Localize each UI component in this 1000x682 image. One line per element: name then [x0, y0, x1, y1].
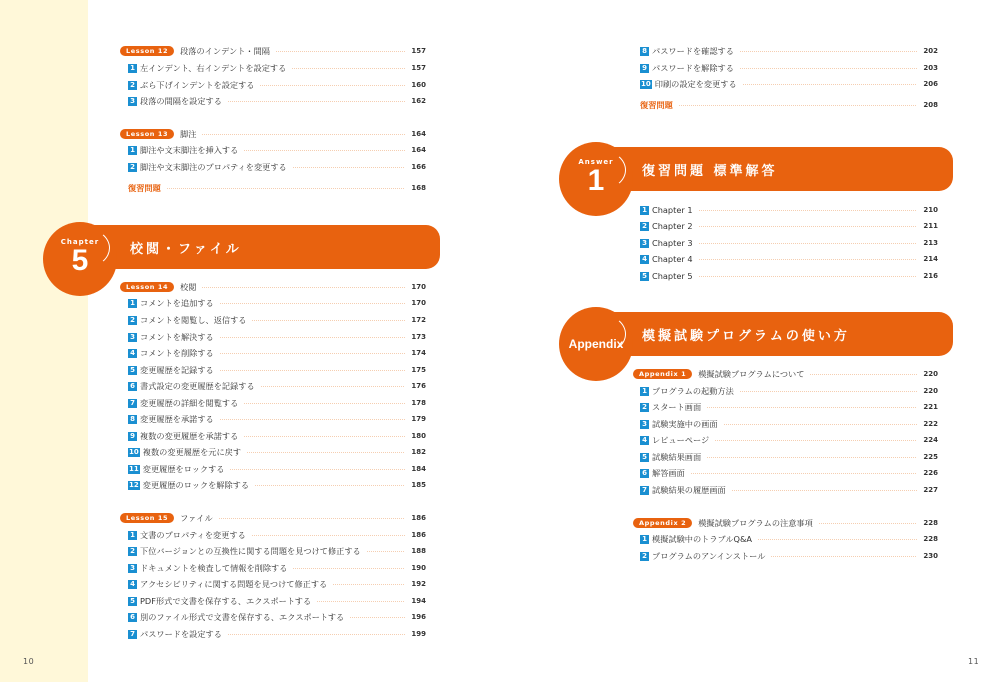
item-label: 複数の変更履歴を元に戻す [142, 446, 242, 457]
appendix-title: 模擬試験プログラムの使い方 [642, 328, 850, 344]
dot-leader [252, 535, 406, 536]
item-label: ぶら下げインデントを設定する [140, 79, 255, 90]
toc-item[interactable] [640, 384, 938, 398]
appendix-section-title: 模擬試験プログラムの注意事項 [698, 517, 813, 528]
toc-item[interactable] [640, 549, 938, 563]
badge-arc-decoration [576, 314, 626, 354]
lesson-title: 校閲 [180, 281, 197, 292]
item-number-badge: 6 [128, 613, 137, 622]
item-number-badge: 2 [640, 552, 649, 561]
toc-item[interactable] [128, 363, 426, 377]
page-number: 180 [411, 432, 426, 440]
toc-item[interactable] [640, 532, 938, 546]
item-label: 脚注や文末脚注を挿入する [140, 144, 239, 155]
dot-leader [715, 440, 917, 441]
page-number: 179 [411, 415, 426, 423]
toc-item[interactable] [640, 417, 938, 431]
page-number: 162 [411, 97, 426, 105]
item-number-badge: 5 [640, 272, 649, 281]
dot-leader [707, 457, 917, 458]
answer-label: Answer [578, 158, 614, 166]
item-number-badge: 5 [640, 453, 649, 462]
dot-leader [699, 226, 918, 227]
toc-item[interactable] [640, 450, 938, 464]
item-number-badge: 4 [640, 436, 649, 445]
item-label: 複数の変更履歴を承諾する [140, 430, 239, 441]
dot-leader [740, 51, 917, 52]
lesson-pill: Lesson 13 [120, 129, 174, 139]
item-label: コメントを解決する [140, 331, 214, 342]
item-label: 変更履歴を承諾する [140, 413, 214, 424]
item-number-badge: 2 [128, 316, 137, 325]
item-number-badge: 7 [128, 630, 137, 639]
badge-arc-decoration [60, 228, 110, 268]
item-label: パスワードを解除する [652, 62, 734, 73]
dot-leader [244, 436, 405, 437]
toc-item[interactable] [128, 528, 426, 542]
item-number-badge: 6 [640, 469, 649, 478]
item-number-badge: 4 [128, 349, 137, 358]
item-label: Chapter 3 [652, 238, 693, 248]
lesson-title: 脚注 [180, 128, 197, 139]
page-number: 221 [923, 403, 938, 411]
chapter-title: 校閲・ファイル [130, 241, 242, 257]
page-number: 166 [411, 163, 426, 171]
answer-number: 1 [587, 164, 605, 197]
review-questions-item[interactable] [128, 181, 426, 195]
item-label: 別のファイル形式で文書を保存する、エクスポートする [140, 611, 345, 622]
item-label: Chapter 4 [652, 254, 693, 264]
toc-item[interactable] [640, 77, 938, 91]
page-number: 164 [411, 146, 426, 154]
page-number: 168 [411, 184, 426, 192]
page-number: 216 [923, 272, 938, 280]
dot-leader [228, 101, 405, 102]
page-number: 225 [923, 453, 938, 461]
dot-leader [819, 523, 918, 524]
dot-leader [292, 68, 405, 69]
page-number: 164 [411, 130, 426, 138]
item-number-badge: 3 [128, 97, 137, 106]
toc-item[interactable] [128, 577, 426, 591]
dot-leader [740, 68, 917, 69]
item-number-badge: 6 [128, 382, 137, 391]
item-label: スタート画面 [652, 401, 702, 412]
lesson-pill: Lesson 15 [120, 513, 174, 523]
dot-leader [679, 105, 918, 106]
page-number: 199 [411, 630, 426, 638]
dot-leader [244, 150, 405, 151]
item-label: 解答画面 [652, 467, 685, 478]
answer-title: 復習問題 標準解答 [642, 163, 778, 179]
toc-item[interactable] [128, 396, 426, 410]
chapter-5-banner[interactable] [80, 225, 440, 269]
page-number: 196 [411, 613, 426, 621]
dot-leader [167, 188, 406, 189]
toc-item[interactable] [128, 313, 426, 327]
toc-item[interactable] [128, 61, 426, 75]
toc-item[interactable] [128, 296, 426, 310]
item-number-badge: 7 [640, 486, 649, 495]
dot-leader [699, 259, 918, 260]
item-label: Chapter 2 [652, 221, 693, 231]
page-number: 227 [923, 486, 938, 494]
item-number-badge: 2 [128, 547, 137, 556]
page-number: 228 [923, 519, 938, 527]
item-label: 文書のプロパティを変更する [140, 529, 246, 540]
toc-item[interactable] [128, 561, 426, 575]
page-number: 176 [411, 382, 426, 390]
page-number: 173 [411, 333, 426, 341]
item-label: パスワードを確認する [652, 45, 734, 56]
dot-leader [276, 51, 405, 52]
dot-leader [244, 403, 405, 404]
item-label: 試験結果の履歴画面 [652, 484, 726, 495]
dot-leader [350, 617, 405, 618]
dot-leader [228, 634, 405, 635]
page-number-left: 10 [23, 657, 35, 666]
page-number: 178 [411, 399, 426, 407]
toc-item[interactable] [640, 236, 938, 250]
lesson-12-heading[interactable] [120, 44, 426, 58]
badge-arc-decoration [576, 150, 626, 190]
item-number-badge: 5 [128, 597, 137, 606]
page-number: 230 [923, 552, 938, 560]
item-number-badge: 3 [128, 333, 137, 342]
appendix-label: Appendix [568, 337, 624, 351]
item-number-badge: 2 [640, 222, 649, 231]
dot-leader [699, 276, 918, 277]
toc-item[interactable] [640, 483, 938, 497]
dot-leader [732, 490, 918, 491]
toc-item[interactable] [128, 627, 426, 641]
appendix-section-title: 模擬試験プログラムについて [698, 368, 805, 379]
toc-item[interactable] [128, 445, 426, 459]
toc-item[interactable] [128, 610, 426, 624]
page-number: 214 [923, 255, 938, 263]
page-number: 202 [923, 47, 938, 55]
toc-item[interactable] [640, 61, 938, 75]
lesson-title: 段落のインデント・間隔 [180, 45, 270, 56]
item-number-badge: 2 [640, 403, 649, 412]
review-questions-item[interactable] [640, 98, 938, 112]
page-number: 185 [411, 481, 426, 489]
item-number-badge: 1 [128, 531, 137, 540]
toc-item[interactable] [640, 269, 938, 283]
dot-leader [293, 167, 406, 168]
item-number-badge: 4 [640, 255, 649, 264]
lesson-pill: Lesson 12 [120, 46, 174, 56]
item-label: 変更履歴を記録する [140, 364, 214, 375]
dot-leader [317, 601, 405, 602]
page-number: 174 [411, 349, 426, 357]
chapter-label: Chapter [60, 238, 100, 246]
item-number-badge: 1 [128, 64, 137, 73]
page-number: 210 [923, 206, 938, 214]
page-number: 192 [411, 580, 426, 588]
chapter-number: 5 [71, 244, 89, 277]
item-label: レビューページ [652, 434, 710, 445]
review-label: 復習問題 [640, 99, 673, 110]
item-label: コメントを削除する [140, 347, 214, 358]
item-number-badge: 2 [128, 163, 137, 172]
toc-item[interactable] [128, 94, 426, 108]
dot-leader [743, 84, 918, 85]
item-number-badge: 3 [640, 239, 649, 248]
dot-leader [740, 391, 918, 392]
toc-item[interactable] [128, 594, 426, 608]
item-label: 左インデント、右インデントを設定する [140, 62, 287, 73]
item-number-badge: 1 [128, 146, 137, 155]
page-number: 186 [411, 514, 426, 522]
page-number: 157 [411, 64, 426, 72]
item-number-badge: 3 [640, 420, 649, 429]
dot-leader [810, 374, 917, 375]
page-number: 208 [923, 101, 938, 109]
page-number: 190 [411, 564, 426, 572]
dot-leader [707, 407, 917, 408]
toc-item[interactable] [128, 462, 426, 476]
dot-leader [691, 473, 918, 474]
toc-item[interactable] [128, 412, 426, 426]
item-number-badge: 10 [641, 80, 651, 88]
appendix-pill: Appendix 1 [633, 369, 692, 379]
item-label: パスワードを設定する [140, 628, 222, 639]
page-number: 184 [411, 465, 426, 473]
dot-leader [758, 539, 917, 540]
item-number-badge: 11 [129, 465, 139, 473]
dot-leader [220, 303, 406, 304]
item-number-badge: 7 [128, 399, 137, 408]
item-label: 模擬試験中のトラブルQ&A [652, 533, 752, 544]
item-number-badge: 8 [640, 47, 649, 56]
dot-leader [252, 320, 405, 321]
toc-item[interactable] [128, 346, 426, 360]
toc-item[interactable] [640, 219, 938, 233]
page-number: 220 [923, 387, 938, 395]
dot-leader [699, 243, 918, 244]
review-label: 復習問題 [128, 182, 161, 193]
toc-item[interactable] [128, 330, 426, 344]
dot-leader [202, 287, 405, 288]
page-number: 222 [923, 420, 938, 428]
page-number: 157 [411, 47, 426, 55]
item-label: 段落の間隔を設定する [140, 95, 222, 106]
toc-item[interactable] [128, 544, 426, 558]
dot-leader [367, 551, 406, 552]
item-number-badge: 12 [129, 481, 139, 489]
dot-leader [293, 568, 405, 569]
toc-item[interactable] [640, 252, 938, 266]
item-number-badge: 3 [128, 564, 137, 573]
dot-leader [220, 337, 406, 338]
item-label: 変更履歴をロックする [142, 463, 225, 474]
page-number: 186 [411, 531, 426, 539]
item-number-badge: 9 [640, 64, 649, 73]
item-number-badge: 4 [128, 580, 137, 589]
page-number: 203 [923, 64, 938, 72]
toc-item[interactable] [640, 400, 938, 414]
page-number: 170 [411, 299, 426, 307]
page-number: 170 [411, 283, 426, 291]
page-number: 188 [411, 547, 426, 555]
item-number-badge: 10 [129, 448, 139, 456]
item-label: 変更履歴の詳細を閲覧する [140, 397, 239, 408]
toc-item[interactable] [128, 160, 426, 174]
dot-leader [220, 353, 406, 354]
item-label: プログラムのアンインストール [652, 550, 766, 561]
page-number: 211 [923, 222, 938, 230]
item-label: Chapter 1 [652, 205, 693, 215]
dot-leader [230, 469, 405, 470]
page-number: 182 [411, 448, 426, 456]
page-number: 172 [411, 316, 426, 324]
side-strip [0, 0, 88, 682]
page-number: 160 [411, 81, 426, 89]
toc-item[interactable] [640, 466, 938, 480]
page-number: 224 [923, 436, 938, 444]
item-label: 書式設定の変更履歴を記録する [140, 380, 255, 391]
toc-item[interactable] [640, 203, 938, 217]
lesson-14-heading[interactable] [120, 280, 426, 294]
appendix-2-heading[interactable] [633, 516, 938, 530]
page-number: 206 [923, 80, 938, 88]
item-label: アクセシビリティに関する問題を見つけて修正する [140, 578, 328, 589]
page-number: 175 [411, 366, 426, 374]
page-number: 213 [923, 239, 938, 247]
item-label: Chapter 5 [652, 271, 693, 281]
item-label: 印刷の設定を変更する [654, 78, 737, 89]
item-label: 試験結果画面 [652, 451, 702, 462]
item-number-badge: 1 [640, 535, 649, 544]
toc-item[interactable] [640, 44, 938, 58]
dot-leader [202, 134, 405, 135]
appendix-1-heading[interactable] [633, 367, 938, 381]
lesson-title: ファイル [180, 512, 213, 523]
item-number-badge: 9 [128, 432, 137, 441]
toc-item[interactable] [128, 143, 426, 157]
dot-leader [771, 556, 917, 557]
page-number: 194 [411, 597, 426, 605]
page-number-right: 11 [968, 657, 980, 666]
toc-item[interactable] [128, 478, 426, 492]
dot-leader [699, 210, 918, 211]
item-label: 試験実施中の画面 [652, 418, 718, 429]
item-number-badge: 2 [128, 81, 137, 90]
answer-1-banner[interactable] [590, 147, 953, 191]
item-label: 変更履歴のロックを解除する [142, 479, 250, 490]
item-label: PDF形式で文書を保存する、エクスポートする [140, 595, 312, 606]
item-number-badge: 1 [128, 299, 137, 308]
page-number: 228 [923, 535, 938, 543]
appendix-banner[interactable] [590, 312, 953, 356]
page-number: 220 [923, 370, 938, 378]
item-label: ドキュメントを検査して情報を削除する [140, 562, 288, 573]
item-number-badge: 1 [640, 206, 649, 215]
toc-item[interactable] [128, 429, 426, 443]
lesson-15-heading[interactable] [120, 511, 426, 525]
item-number-badge: 1 [640, 387, 649, 396]
toc-item[interactable] [128, 78, 426, 92]
item-label: 脚注や文末脚注のプロパティを変更する [140, 161, 287, 172]
dot-leader [255, 485, 405, 486]
item-label: プログラムの起動方法 [652, 385, 734, 396]
item-label: 下位バージョンとの互換性に関する問題を見つけて修正する [140, 545, 361, 556]
item-number-badge: 8 [128, 415, 137, 424]
page-number: 226 [923, 469, 938, 477]
appendix-pill: Appendix 2 [633, 518, 692, 528]
dot-leader [219, 518, 406, 519]
dot-leader [333, 584, 405, 585]
toc-item[interactable] [640, 433, 938, 447]
dot-leader [260, 85, 405, 86]
dot-leader [724, 424, 918, 425]
item-label: コメントを追加する [140, 297, 214, 308]
toc-item[interactable] [128, 379, 426, 393]
item-label: コメントを閲覧し、返信する [140, 314, 247, 325]
item-number-badge: 5 [128, 366, 137, 375]
lesson-13-heading[interactable] [120, 127, 426, 141]
lesson-pill: Lesson 14 [120, 282, 174, 292]
dot-leader [220, 370, 406, 371]
dot-leader [220, 419, 406, 420]
dot-leader [247, 452, 405, 453]
dot-leader [261, 386, 406, 387]
